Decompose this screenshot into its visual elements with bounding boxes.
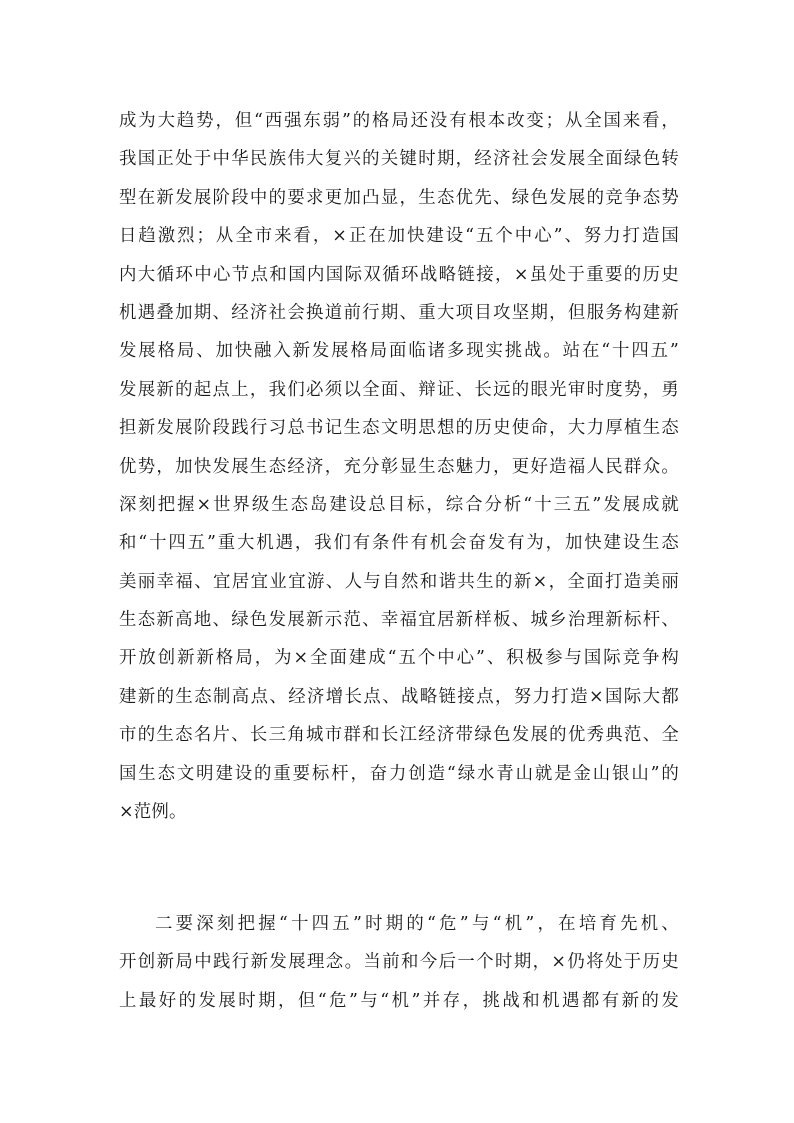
text-line: 机遇叠加期、经济社会换道前行期、重大项目攻坚期，但服务构建新 — [119, 302, 679, 323]
body-paragraph-1 — [119, 102, 679, 831]
text-line: 担新发展阶段践行习总书记生态文明思想的历史使命，大力厚植生态 — [119, 418, 679, 439]
text-line: 优势，加快发展生态经济，充分彰显生态魅力，更好造福人民群众。 — [119, 456, 679, 477]
text-line: 上最好的发展时期，但“危”与“机”并存，挑战和机遇都有新的发 — [119, 990, 679, 1011]
text-line: 内大循环中心节点和国内国际双循环战略链接，×虽处于重要的历史 — [119, 264, 679, 285]
text-line: ×范例。 — [119, 802, 187, 823]
body-paragraph-2 — [119, 905, 679, 1020]
text-line: 深刻把握×世界级生态岛建设总目标，综合分析“十三五”发展成就 — [119, 494, 679, 515]
text-line: 我国正处于中华民族伟大复兴的关键时期，经济社会发展全面绿色转 — [119, 149, 679, 170]
text-line: 发展新的起点上，我们必须以全面、辩证、长远的眼光审时度势，勇 — [119, 379, 679, 400]
text-line: 建新的生态制高点、经济增长点、战略链接点，努力打造×国际大都 — [119, 686, 679, 707]
text-line: 日趋激烈；从全市来看，×正在加快建设“五个中心”、努力打造国 — [119, 226, 679, 247]
text-line: 成为大趋势，但“西强东弱”的格局还没有根本改变；从全国来看， — [119, 111, 679, 131]
text-line: 开放创新新格局，为×全面建成“五个中心”、积极参与国际竞争构 — [119, 648, 679, 669]
text-line: 国生态文明建设的重要标杆，奋力创造“绿水青山就是金山银山”的 — [119, 763, 679, 784]
text-line: 生态新高地、绿色发展新示范、幸福宜居新样板、城乡治理新标杆、 — [119, 610, 679, 631]
text-line: 型在新发展阶段中的要求更加凸显，生态优先、绿色发展的竞争态势 — [119, 187, 679, 208]
text-line: 开创新局中践行新发展理念。当前和今后一个时期，×仍将处于历史 — [119, 952, 679, 973]
text-line: 发展格局、加快融入新发展格局面临诸多现实挑战。站在“十四五” — [119, 341, 679, 362]
text-line: 二要深刻把握“十四五”时期的“危”与“机”，在培育先机、 — [155, 914, 679, 934]
text-line: 市的生态名片、长三角城市群和长江经济带绿色发展的优秀典范、全 — [119, 725, 679, 746]
text-line: 和“十四五”重大机遇，我们有条件有机会奋发有为，加快建设生态 — [119, 533, 679, 554]
text-line: 美丽幸福、宜居宜业宜游、人与自然和谐共生的新×，全面打造美丽 — [119, 571, 679, 592]
